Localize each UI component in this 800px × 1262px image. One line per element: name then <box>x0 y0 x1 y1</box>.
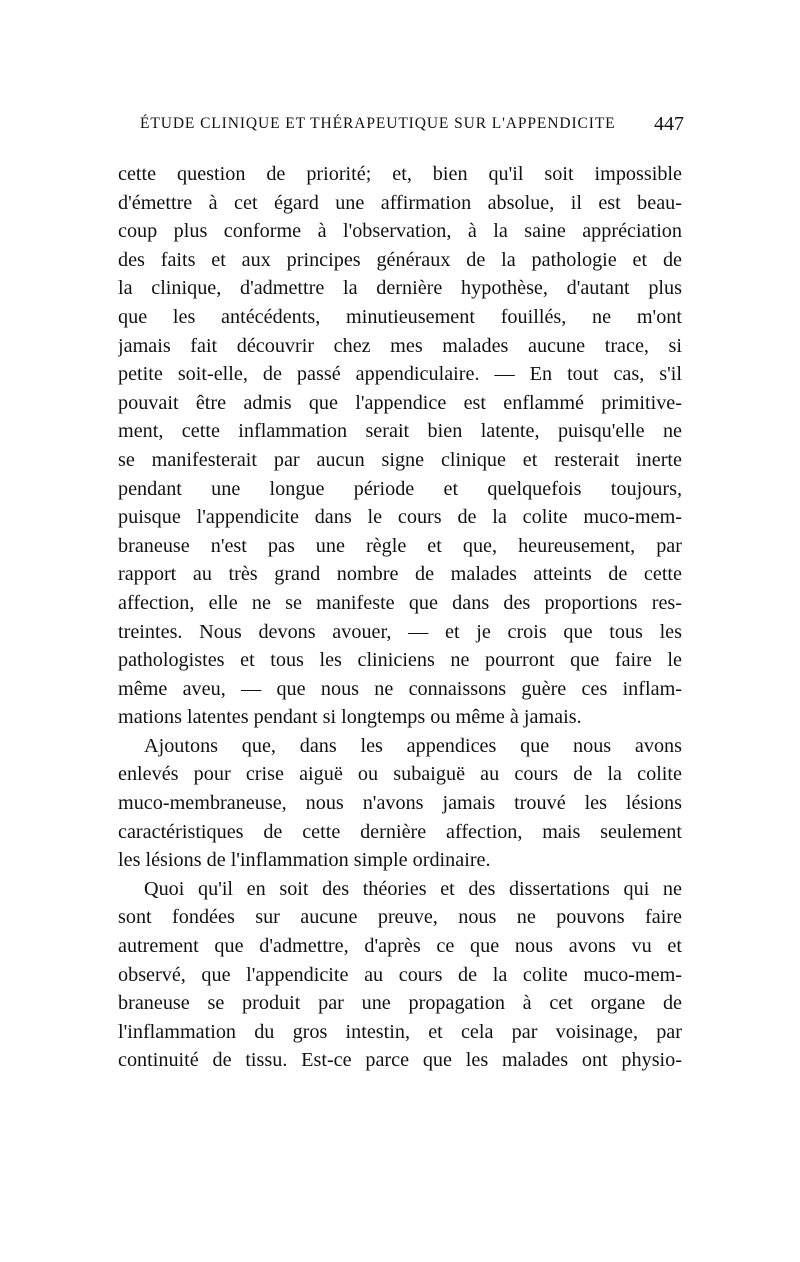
text-line: la clinique, d'admettre la dernière hypothèse, d'autant plus <box>118 277 682 300</box>
text-line: Ajoutons que, dans les appendices que nous avons <box>144 734 682 757</box>
text-line: les lésions de l'inflammation simple ordinaire. <box>118 849 491 872</box>
text-line: se manifesterait par aucun signe clinique et resterait inerte <box>118 448 682 471</box>
text-line: l'inflammation du gros intestin, et cela par voisinage, par <box>118 1020 682 1043</box>
text-line: coup plus conforme à l'observation, à la saine appréciation <box>118 220 682 243</box>
page-number: 447 <box>654 113 684 135</box>
text-line: affection, elle ne se manifeste que dans des proportions res- <box>118 591 682 614</box>
text-line: pendant une longue période et quelquefois toujours, <box>118 477 682 500</box>
text-line: des faits et aux principes généraux de la pathologie et de <box>118 248 682 271</box>
text-line: continuité de tissu. Est-ce parce que les malades ont physio- <box>118 1049 682 1072</box>
running-title: ÉTUDE CLINIQUE ET THÉRAPEUTIQUE SUR L'APPENDICITE <box>140 115 616 132</box>
text-line: jamais fait découvrir chez mes malades aucune trace, si <box>118 334 682 357</box>
paragraph-2 <box>118 732 682 875</box>
text-line: treintes. Nous devons avouer, — et je crois que tous les <box>118 620 682 643</box>
text-line: mations latentes pendant si longtemps ou même à jamais. <box>118 706 582 729</box>
paragraph-3 <box>118 875 682 1075</box>
text-line: pathologistes et tous les cliniciens ne pourront que faire le <box>118 649 682 672</box>
text-line: caractéristiques de cette dernière affection, mais seulement <box>118 820 682 843</box>
paragraph-1 <box>118 160 682 732</box>
text-line: muco-membraneuse, nous n'avons jamais trouvé les lésions <box>118 792 682 815</box>
text-line: cette question de priorité; et, bien qu'il soit impossible <box>118 163 682 185</box>
book-page <box>118 112 682 1075</box>
text-line: Quoi qu'il en soit des théories et des dissertations qui ne <box>144 877 682 900</box>
text-line: pouvait être admis que l'appendice est enflammé primitive- <box>118 391 682 414</box>
body-text <box>118 160 682 1075</box>
text-line: que les antécédents, minutieusement fouillés, ne m'ont <box>118 305 682 328</box>
text-line: autrement que d'admettre, d'après ce que nous avons vu et <box>118 935 682 958</box>
text-line: ment, cette inflammation serait bien latente, puisqu'elle ne <box>118 420 682 443</box>
text-line: enlevés pour crise aiguë ou subaiguë au cours de la colite <box>118 763 682 786</box>
text-line: braneuse n'est pas une règle et que, heureusement, par <box>118 534 682 557</box>
text-line: observé, que l'appendicite au cours de la colite muco-mem- <box>118 963 682 986</box>
text-line: d'émettre à cet égard une affirmation absolue, il est beau- <box>118 191 682 214</box>
text-line: braneuse se produit par une propagation à cet organe de <box>118 992 682 1015</box>
text-line: même aveu, — que nous ne connaissons guère ces inflam- <box>118 677 682 700</box>
text-line: sont fondées sur aucune preuve, nous ne pouvons faire <box>118 906 682 929</box>
text-line: rapport au très grand nombre de malades atteints de cette <box>118 563 682 586</box>
text-line: puisque l'appendicite dans le cours de la colite muco-mem- <box>118 506 682 529</box>
running-head <box>118 112 682 136</box>
text-line: petite soit-elle, de passé appendiculaire. — En tout cas, s'il <box>118 363 682 386</box>
